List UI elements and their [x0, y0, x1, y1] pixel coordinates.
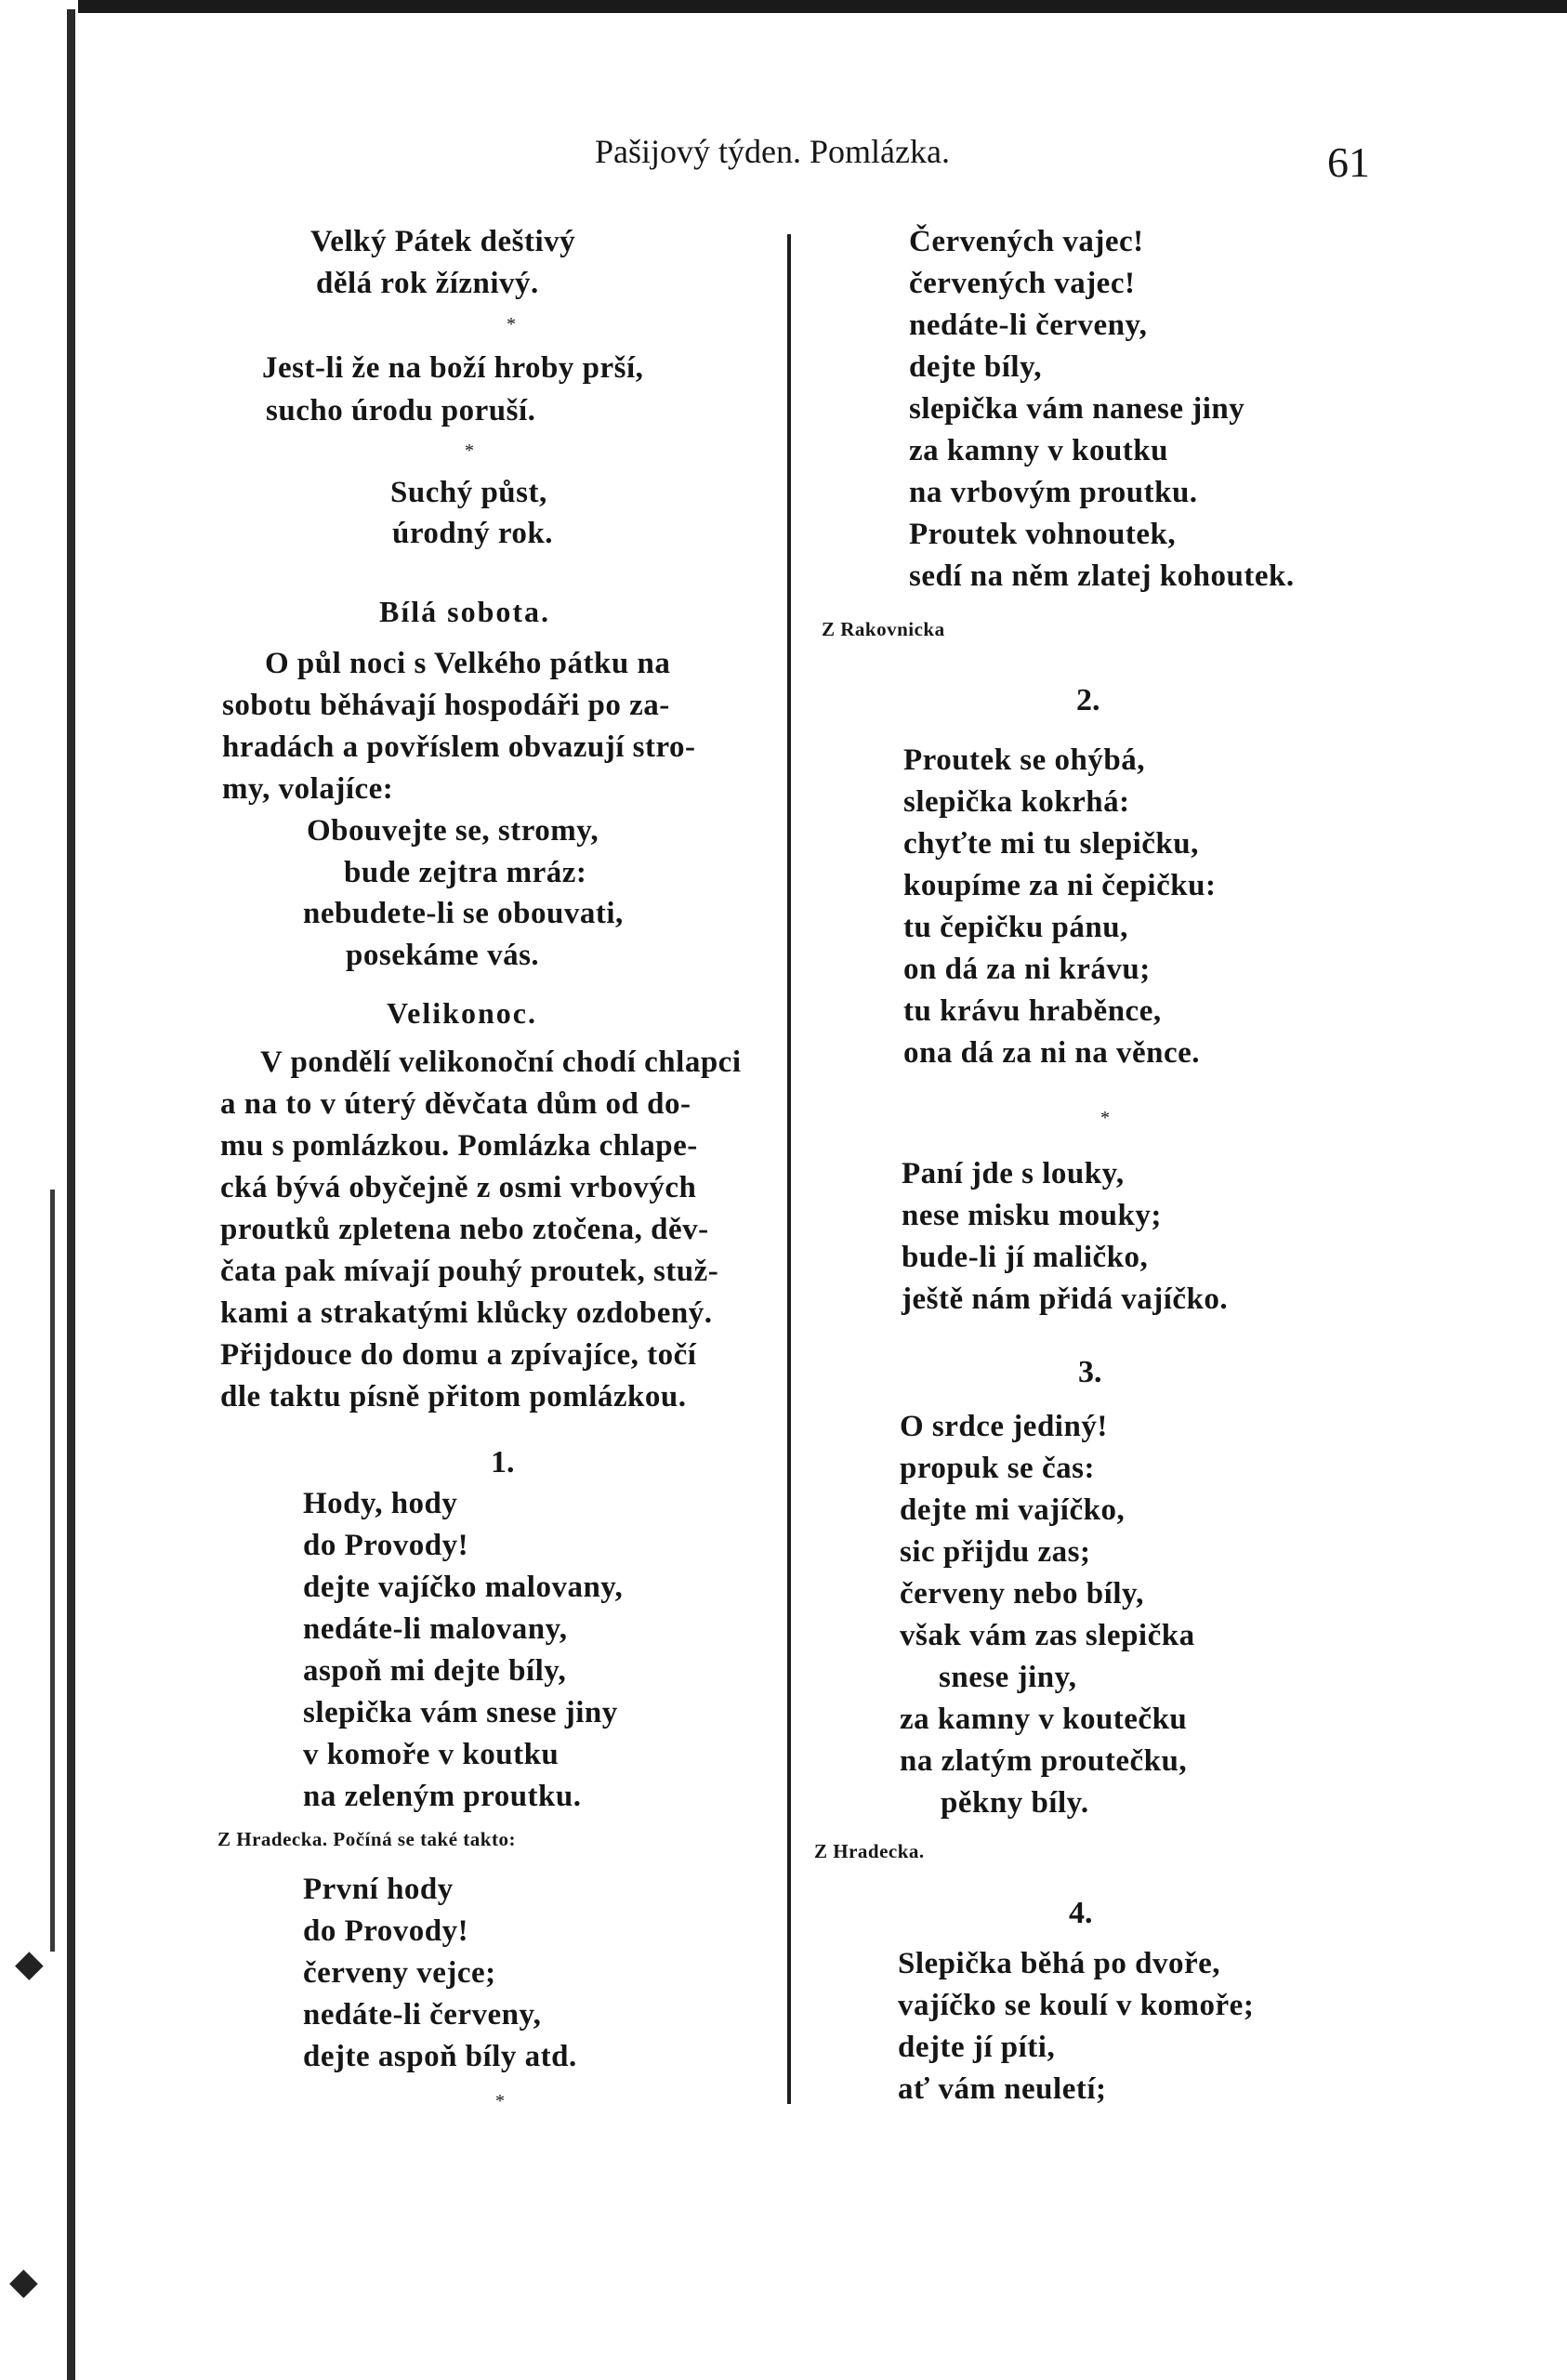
verse-line: červených vajec! [909, 267, 1136, 300]
verse-line: v komoře v koutku [303, 1738, 560, 1771]
verse-line: koupíme za ni čepičku: [903, 869, 1217, 902]
paragraph-line: proutků zpletena nebo ztočena, děv- [220, 1213, 709, 1246]
verse-line: bude zejtra mráz: [344, 856, 587, 889]
song-number: 4. [1069, 1896, 1093, 1930]
separator-asterisk: * [507, 314, 516, 335]
verse-line: sic přijdu zas; [900, 1535, 1091, 1569]
verse-line: propuk se čas: [900, 1452, 1095, 1485]
book-spine-shadow [50, 1190, 55, 1952]
verse-line: snese jiny, [939, 1661, 1077, 1694]
verse-line: nebudete-li se obouvati, [303, 897, 624, 930]
column-divider [787, 234, 791, 2104]
paragraph-line: kami a strakatými klůcky ozdobený. [220, 1296, 713, 1330]
verse-line: dejte vajíčko malovany, [303, 1571, 624, 1604]
separator-asterisk: * [1100, 1108, 1110, 1128]
verse-line: První hody [303, 1873, 454, 1906]
verse-line: Proutek se ohýbá, [903, 743, 1145, 777]
song-number: 2. [1076, 683, 1100, 717]
verse-line: tu krávu hraběnce, [903, 994, 1162, 1028]
verse-line: Obouvejte se, stromy, [307, 814, 599, 848]
verse-line: Proutek vohnoutek, [909, 518, 1177, 551]
verse-line: dejte bíly, [909, 350, 1042, 384]
source-note: Z Hradecka. Počíná se také takto: [217, 1828, 516, 1850]
section-heading: Velikonoc. [387, 996, 537, 1030]
song-number: 1. [491, 1445, 515, 1479]
verse-line: bude-li jí maličko, [902, 1241, 1149, 1274]
verse-line: aspoň mi dejte bíly, [303, 1654, 567, 1688]
paragraph-line: sobotu běhávají hospodáři po za- [222, 689, 670, 722]
verse-line: Slepička běhá po dvoře, [898, 1947, 1221, 1980]
verse-line: pěkny bíly. [941, 1786, 1089, 1820]
verse-line: nese misku mouky; [902, 1199, 1162, 1232]
source-note: Z Hradecka. [814, 1840, 925, 1862]
scan-top-edge [0, 0, 1567, 13]
paragraph-line: Přijdouce do domu a zpívajíce, točí [220, 1338, 697, 1372]
verse-line: na zlatým proutečku, [900, 1744, 1188, 1778]
separator-asterisk: * [495, 2091, 505, 2111]
verse-line: dejte jí píti, [898, 2031, 1056, 2064]
verse-line: dejte aspoň bíly atd. [303, 2040, 577, 2073]
verse-line: na vrbovým proutku. [909, 476, 1198, 509]
paragraph-line: hradách a povříslem obvazují stro- [222, 730, 696, 764]
proverb-line: Suchý půst, [390, 476, 547, 509]
verse-line: nedáte-li červeny, [909, 309, 1148, 342]
paragraph-line: V pondělí velikonoční chodí chlapci [260, 1045, 742, 1079]
running-header: Pašijový týden. Pomlázka. [595, 133, 950, 170]
verse-line: slepička kokrhá: [903, 785, 1130, 819]
verse-line: za kamny v koutečku [900, 1703, 1188, 1736]
verse-line: Červených vajec! [909, 225, 1144, 258]
paragraph-line: čata pak mívají pouhý proutek, stuž- [220, 1255, 719, 1288]
proverb-line: dělá rok žíznivý. [316, 267, 539, 300]
verse-line: on dá za ni krávu; [903, 953, 1151, 986]
verse-line: slepička vám snese jiny [303, 1696, 618, 1729]
paragraph-line: my, volajíce: [222, 772, 394, 806]
proverb-line: Jest-li že na boží hroby prší, [262, 351, 644, 385]
verse-line: sedí na něm zlatej kohoutek. [909, 559, 1295, 593]
verse-line: vajíčko se koulí v komoře; [898, 1989, 1255, 2022]
paragraph-line: O půl noci s Velkého pátku na [265, 647, 671, 680]
book-spine-edge [67, 9, 75, 2380]
verse-line: Paní jde s louky, [902, 1157, 1125, 1190]
proverb-line: úrodný rok. [392, 517, 554, 550]
verse-line: nedáte-li malovany, [303, 1612, 568, 1646]
separator-asterisk: * [465, 440, 474, 461]
verse-line: slepička vám nanese jiny [909, 392, 1245, 426]
paragraph-line: cká bývá obyčejně z osmi vrbových [220, 1171, 697, 1204]
proverb-line: Velký Pátek deštivý [310, 225, 576, 258]
verse-line: za kamny v koutku [909, 434, 1168, 467]
scan-blot-mark: ◆ [15, 1942, 44, 1985]
verse-line: ještě nám přidá vajíčko. [902, 1282, 1229, 1316]
section-heading: Bílá sobota. [379, 595, 551, 628]
scan-blot-mark: ◆ [9, 2260, 38, 2303]
verse-line: červeny vejce; [303, 1956, 496, 1990]
verse-line: ať vám neuletí; [898, 2072, 1107, 2106]
verse-line: chyťte mi tu slepičku, [903, 827, 1199, 861]
verse-line: do Provody! [303, 1529, 469, 1562]
source-note: Z Rakovnicka [822, 618, 945, 640]
verse-line: O srdce jediný! [900, 1410, 1108, 1443]
paragraph-line: mu s pomlázkou. Pomlázka chlape- [220, 1129, 698, 1163]
paragraph-line: dle taktu písně přitom pomlázkou. [220, 1380, 687, 1414]
verse-line: červeny nebo bíly, [900, 1577, 1144, 1611]
song-number: 3. [1078, 1355, 1102, 1389]
verse-line: ona dá za ni na věnce. [903, 1036, 1201, 1070]
proverb-line: sucho úrodu poruší. [266, 394, 536, 427]
verse-line: však vám zas slepička [900, 1619, 1195, 1652]
verse-line: Hody, hody [303, 1487, 458, 1520]
verse-line: na zeleným proutku. [303, 1780, 582, 1813]
verse-line: do Provody! [303, 1914, 469, 1948]
page-number: 61 [1327, 138, 1370, 186]
verse-line: tu čepičku pánu, [903, 911, 1128, 944]
verse-line: posekáme vás. [346, 939, 540, 972]
paragraph-line: a na to v úterý děvčata dům od do- [220, 1087, 691, 1121]
verse-line: dejte mi vajíčko, [900, 1493, 1126, 1527]
verse-line: nedáte-li červeny, [303, 1998, 542, 2032]
